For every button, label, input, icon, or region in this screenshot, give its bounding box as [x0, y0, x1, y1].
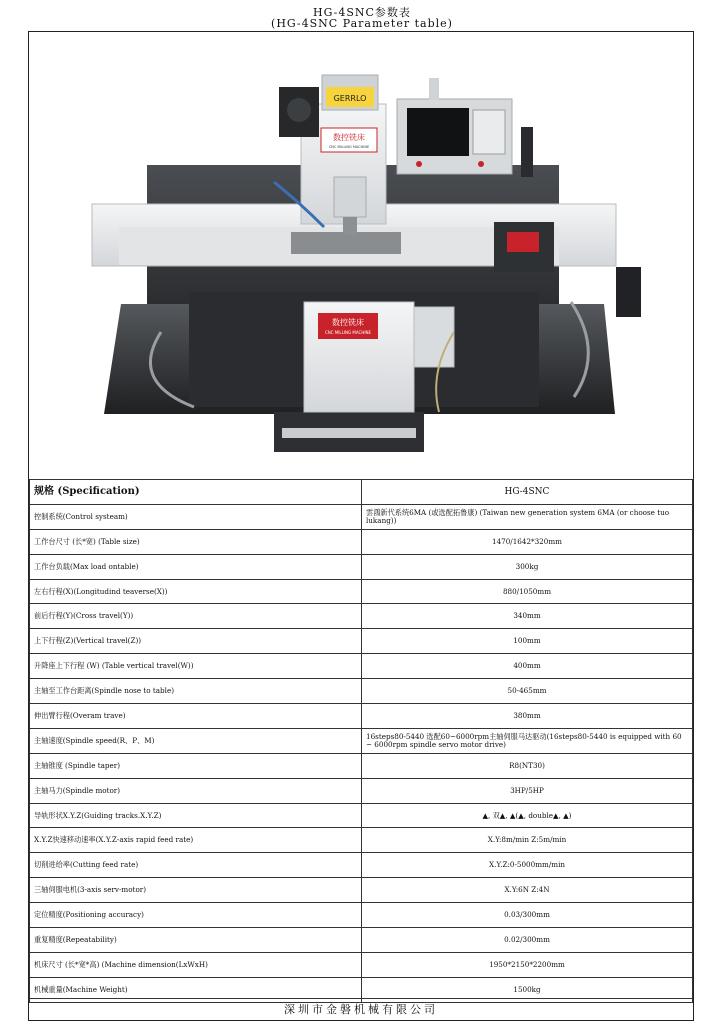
header-value: HG-4SNC	[362, 480, 693, 505]
spec-label: 前后行程(Y)(Cross travel(Y))	[30, 604, 362, 629]
spec-value: 16steps80-5440 选配60~6000rpm主轴伺服马达驱动(16steps80-5440 is equipped with 60 ~ 6000rpm spindle servo motor drive)	[362, 728, 693, 753]
spec-label: 机械重量(Machine Weight)	[30, 977, 362, 1002]
spec-value: 1500kg	[362, 977, 693, 1002]
spec-value: 0.02/300mm	[362, 928, 693, 953]
spec-value: 400mm	[362, 654, 693, 679]
table-sign-cn: 数控铣床	[332, 318, 364, 327]
machine-photo	[29, 32, 693, 479]
spec-value: 雲鴻新代系统6MA (或选配拓鲁康) (Taiwan new generation system 6MA (or choose tuo lukang))	[362, 504, 693, 529]
spec-label: 机床尺寸 (长*宽*高) (Machine dimension(LxWxH)	[30, 952, 362, 977]
table-row	[30, 753, 693, 778]
company-footer: 深圳市金磐机械有限公司	[29, 998, 693, 1022]
spec-value: X.Y:8m/min Z:5m/min	[362, 828, 693, 853]
spec-label: 主轴速度(Spindle speed(R、P、M)	[30, 728, 362, 753]
spec-label: X.Y.Z快速移动速率(X.Y.Z-axis rapid feed rate)	[30, 828, 362, 853]
spec-label: 切削进给率(Cutting feed rate)	[30, 853, 362, 878]
table-row	[30, 704, 693, 729]
table-sign-en: CNC MILLING MACHINE	[324, 330, 372, 335]
spec-value: 880/1050mm	[362, 579, 693, 604]
spec-value: 0.03/300mm	[362, 903, 693, 928]
spindle	[343, 217, 357, 235]
table-row	[30, 878, 693, 903]
head-sign-cn: 数控铣床	[333, 133, 365, 142]
head-sign-en: CNC MILLING MACHINE	[328, 145, 370, 149]
table-row	[30, 554, 693, 579]
spec-label: 主轴至工作台距离(Spindle nose to table)	[30, 679, 362, 704]
spec-value: X.Y.Z:0-5000mm/min	[362, 853, 693, 878]
table-header-row	[30, 480, 693, 505]
spec-label: 重复精度(Repeatability)	[30, 928, 362, 953]
table-row	[30, 529, 693, 554]
table-row	[30, 903, 693, 928]
spec-label: 工作台负载(Max load ontable)	[30, 554, 362, 579]
specification-table	[29, 479, 693, 1003]
spec-label: 伸出臂行程(Overam trave)	[30, 704, 362, 729]
spec-value: 1950*2150*2200mm	[362, 952, 693, 977]
spec-value: R8(NT30)	[362, 753, 693, 778]
page-title: HG-4SNC参数表	[313, 6, 411, 19]
brand-plate: GERRLO	[333, 94, 367, 103]
spec-value: 300kg	[362, 554, 693, 579]
table-row	[30, 579, 693, 604]
spec-label: 主轴锥度 (Spindle taper)	[30, 753, 362, 778]
spec-label: 导轨形状X.Y.Z(Guiding tracks.X.Y.Z)	[30, 803, 362, 828]
spec-value: 3HP/5HP	[362, 778, 693, 803]
table-row	[30, 828, 693, 853]
table-row	[30, 504, 693, 529]
spec-label: 定位精度(Positioning accuracy)	[30, 903, 362, 928]
spec-label: 主轴马力(Spindle motor)	[30, 778, 362, 803]
parameter-sheet	[28, 31, 694, 1021]
table-row	[30, 679, 693, 704]
table-row	[30, 604, 693, 629]
spec-label: 左右行程(X)(Longitudind teaverse(X))	[30, 579, 362, 604]
spec-value: 340mm	[362, 604, 693, 629]
table-row	[30, 803, 693, 828]
table-row	[30, 952, 693, 977]
header-label: 规格 (Specification)	[30, 480, 362, 505]
table-row	[30, 654, 693, 679]
side-connector	[616, 267, 641, 317]
spec-value: 50-465mm	[362, 679, 693, 704]
table-row	[30, 853, 693, 878]
t-slot-table	[291, 232, 401, 254]
spec-value: 100mm	[362, 629, 693, 654]
spec-label: 升降座上下行程 (W) (Table vertical travel(W))	[30, 654, 362, 679]
spec-label: 三轴伺服电机(3-axis serv-motor)	[30, 878, 362, 903]
table-row	[30, 778, 693, 803]
spec-value: 380mm	[362, 704, 693, 729]
spec-value: 1470/1642*320mm	[362, 529, 693, 554]
spec-value: X.Y:6N Z:4N	[362, 878, 693, 903]
spec-label: 工作台尺寸 (长*宽) (Table size)	[30, 529, 362, 554]
spec-value: ▲, 双▲, ▲(▲, double▲, ▲)	[362, 803, 693, 828]
table-row	[30, 928, 693, 953]
cnc-screen	[407, 108, 469, 156]
spec-label: 上下行程(Z)(Vertical travel(Z))	[30, 629, 362, 654]
table-row	[30, 629, 693, 654]
page-subtitle: (HG-4SNC Parameter table)	[271, 17, 453, 30]
spec-label: 控制系统(Control systeam)	[30, 504, 362, 529]
table-row	[30, 728, 693, 753]
cnc-milling-machine-illustration	[29, 32, 693, 479]
